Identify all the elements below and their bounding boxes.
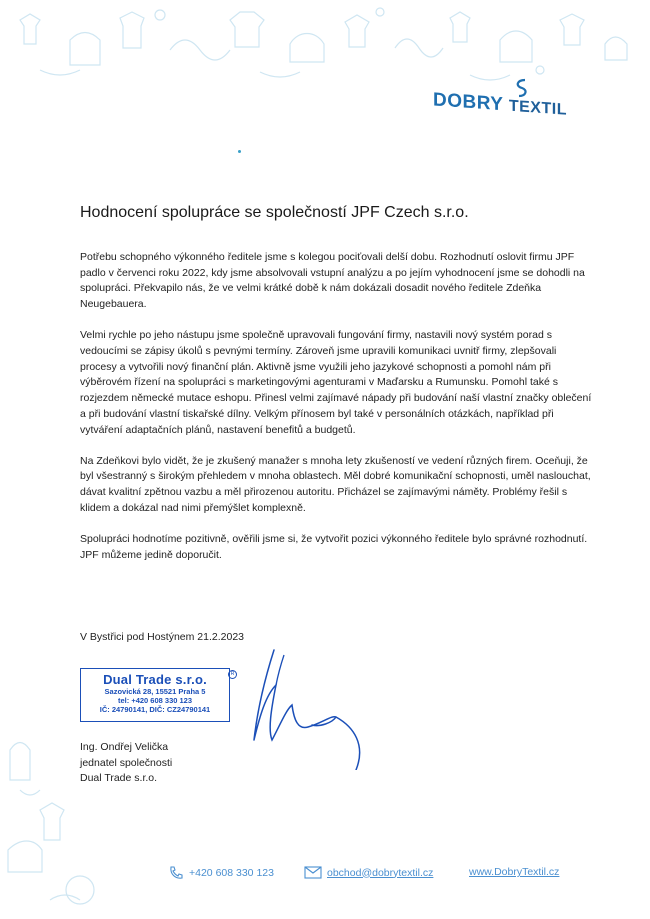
signer-name: Ing. Ondřej Velička <box>80 741 169 753</box>
logo-word-dobry: DOBRY <box>433 89 504 116</box>
letter-body <box>80 250 592 579</box>
signer-role: jednatel společnosti <box>80 756 173 769</box>
paragraph-2: Velmi rychle po jeho nástupu jsme společně upravovali fungování firmy, nastavili nový systém porad s vedoucími se zápisy úkolů s pevnými termíny. Zároveň jsme upravili komunikaci uvnitř firmy, zlepšovali procesy a vytvořili nový finanční plán. Aktivně jsme využili jeho jazykové schopnosti a pomohl nám při výběrovém řízení na spolupráci s marketingovými agenturami v Maďarsku a Rumunsku. Pomohl také s rozjezdem německé mutace eshopu. Přinesl velmi zajímavé nápady při budování naší vlastní značky oblečení a při budování vlastní tiskařské dílny. Velkým přínosem byl také v personálních otázkách, například při vytváření adaptačních plánů, nastavení benefitů a budgetů. <box>80 329 592 436</box>
stamp-ids: IČ: 24790141, DIČ: CZ24790141 <box>99 705 211 714</box>
paragraph-1: Potřebu schopného výkonného ředitele jsme s kolegou pociťovali delší dobu. Rozhodnutí oslovit firmu JPF padlo v červenci roku 2022, kdy jsme absolvovali vstupní analýzu a po jejím vyhodnocení jsme se dohodli na spolupráci. Překvapilo nás, že ve velmi krátké době k nám dokázali dosadit nového ředitele Zdeňka Neugebauera. <box>80 251 585 311</box>
letter-title: Hodnocení spolupráce se společností JPF Czech s.r.o. <box>80 204 469 221</box>
footer-web-link[interactable]: www.DobryTextil.cz <box>469 866 560 878</box>
dobry-textil-logo <box>433 78 583 122</box>
footer-phone-text: +420 608 330 123 <box>189 867 274 879</box>
paragraph-4: Spolupráci hodnotíme pozitivně, ověřili jsme si, že vytvořit pozici výkonného ředitele bylo správné rozhodnutí. JPF můžeme jedině doporučit. <box>80 533 588 561</box>
bottom-left-doodles-decoration <box>0 730 120 919</box>
handwritten-signature <box>236 645 376 770</box>
paragraph-3: Na Zdeňkovi bylo vidět, že je zkušený manažer s mnoha lety zkušeností ve vedení různých firem. Oceňuji, že byl všestranný s širokým přehledem v mnoha oblastech. Měl dobré komunikační schopnosti, uměl naslouchat, dávat kvalitní zpětnou vazbu a měl přirozenou autoritu. Přicházel se zajímavými náměty. Problémy řešil s klidem a dokázal nad nimi přemýšlet komplexně. <box>80 454 591 514</box>
signer-company: Dual Trade s.r.o. <box>80 772 158 784</box>
logo-wordmark <box>433 89 567 120</box>
footer-email-link[interactable]: obchod@dobrytextil.cz <box>327 866 434 879</box>
place-and-date: V Bystřici pod Hostýnem 21.2.2023 <box>80 631 245 643</box>
company-stamp <box>80 668 235 722</box>
stamp-registered-mark: R <box>228 670 237 679</box>
stamp-company-name: Dual Trade s.r.o. <box>103 672 207 687</box>
footer-phone <box>168 866 274 880</box>
footer-web[interactable] <box>469 866 559 878</box>
logo-word-textil: TEXTIL <box>508 97 567 119</box>
stamp-address: Sazovická 28, 15521 Praha 5 <box>104 687 206 696</box>
stamp-phone: tel: +420 608 330 123 <box>117 696 193 705</box>
phone-icon <box>168 866 184 880</box>
stray-dot <box>238 150 241 153</box>
footer-email[interactable] <box>304 866 433 879</box>
envelope-icon <box>304 866 322 879</box>
